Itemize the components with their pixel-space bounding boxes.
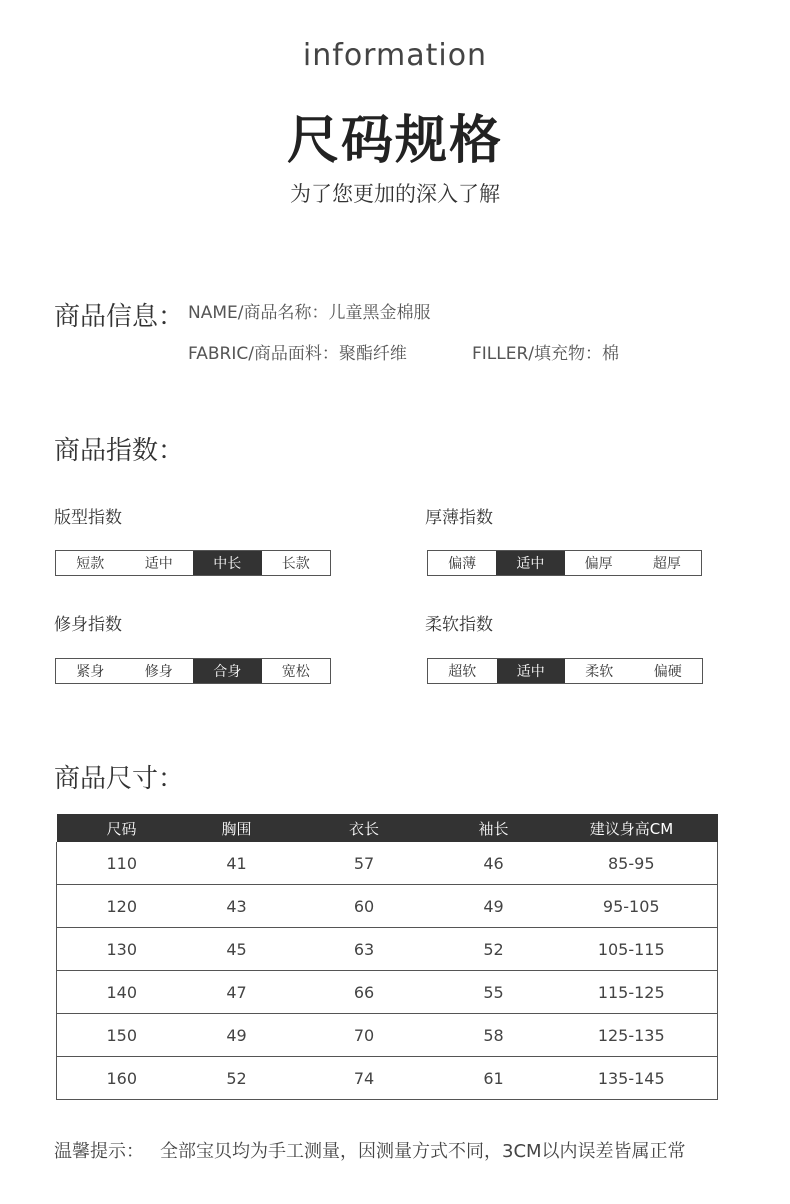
table-cell: 46: [442, 842, 546, 885]
table-cell: 61: [442, 1057, 546, 1100]
product-info-heading: 商品信息：: [54, 302, 185, 332]
table-row: [57, 842, 718, 885]
table-cell: 66: [287, 971, 442, 1014]
table-cell: 41: [187, 842, 287, 885]
table-cell: 85-95: [546, 842, 718, 885]
table-cell: 63: [287, 928, 442, 971]
thickness-index-label: 厚薄指数: [425, 508, 493, 528]
index-option: 紧身: [76, 664, 105, 680]
page-title: 尺码规格: [286, 111, 503, 171]
table-row: [57, 1057, 718, 1100]
softness-index-label: 柔软指数: [425, 615, 493, 635]
page-subtitle: 为了您更加的深入了解: [290, 182, 500, 206]
table-cell: 52: [442, 928, 546, 971]
table-cell: 150: [57, 1014, 187, 1057]
index-option-selected: 适中: [497, 659, 566, 683]
table-cell: 135-145: [546, 1057, 718, 1100]
table-cell: 95-105: [546, 885, 718, 928]
table-cell: 52: [187, 1057, 287, 1100]
table-cell: 58: [442, 1014, 546, 1057]
size-chart-heading: 商品尺寸：: [54, 764, 185, 794]
english-title: information: [302, 38, 488, 73]
table-cell: 57: [287, 842, 442, 885]
tip-label: 温馨提示：: [54, 1141, 144, 1162]
product-fabric: FABRIC/商品面料：聚酯纤维: [188, 344, 407, 364]
table-row: [57, 971, 718, 1014]
index-option: 长款: [281, 556, 310, 572]
thickness-index-bar: [427, 550, 702, 576]
table-cell: 105-115: [546, 928, 718, 971]
table-cell: 120: [57, 885, 187, 928]
table-header-row: [57, 814, 718, 842]
index-option-selected: 适中: [496, 551, 564, 575]
fit-index-label: 版型指数: [54, 508, 122, 528]
table-cell: 130: [57, 928, 187, 971]
table-cell: 45: [187, 928, 287, 971]
index-option: 超软: [448, 664, 477, 680]
table-row: [57, 885, 718, 928]
index-option: 偏厚: [584, 556, 613, 572]
table-cell: 115-125: [546, 971, 718, 1014]
table-cell: 70: [287, 1014, 442, 1057]
table-row: [57, 1014, 718, 1057]
table-cell: 49: [187, 1014, 287, 1057]
slim-index-bar: [55, 658, 331, 684]
fit-index-bar: [55, 550, 331, 576]
table-cell: 74: [287, 1057, 442, 1100]
column-header-length: 衣长: [287, 814, 442, 842]
index-option: 适中: [144, 556, 173, 572]
index-option: 修身: [144, 664, 173, 680]
table-cell: 60: [287, 885, 442, 928]
product-index-heading: 商品指数：: [54, 436, 185, 466]
softness-index-bar: [427, 658, 703, 684]
slim-index-label: 修身指数: [54, 615, 122, 635]
table-cell: 160: [57, 1057, 187, 1100]
column-header-size: 尺码: [57, 814, 187, 842]
table-cell: 49: [442, 885, 546, 928]
table-cell: 55: [442, 971, 546, 1014]
table-cell: 43: [187, 885, 287, 928]
index-option: 柔软: [585, 664, 614, 680]
table-cell: 125-135: [546, 1014, 718, 1057]
table-cell: 140: [57, 971, 187, 1014]
tip-text: 全部宝贝均为手工测量，因测量方式不同，3CM以内误差皆属正常: [160, 1141, 686, 1162]
column-header-chest: 胸围: [187, 814, 287, 842]
table-cell: 47: [187, 971, 287, 1014]
product-name: NAME/商品名称：儿童黑金棉服: [188, 303, 431, 323]
index-option: 短款: [76, 556, 105, 572]
index-option-selected: 中长: [193, 551, 262, 575]
index-option: 超厚: [652, 556, 681, 572]
index-option-selected: 合身: [193, 659, 262, 683]
size-table: [56, 814, 718, 1100]
index-option: 偏硬: [653, 664, 682, 680]
column-header-sleeve: 袖长: [442, 814, 546, 842]
table-row: [57, 928, 718, 971]
column-header-height: 建议身高CM: [546, 814, 718, 842]
index-option: 偏薄: [448, 556, 477, 572]
index-option: 宽松: [281, 664, 310, 680]
product-filler: FILLER/填充物：棉: [472, 344, 620, 364]
table-cell: 110: [57, 842, 187, 885]
tip-note: [54, 1137, 686, 1163]
